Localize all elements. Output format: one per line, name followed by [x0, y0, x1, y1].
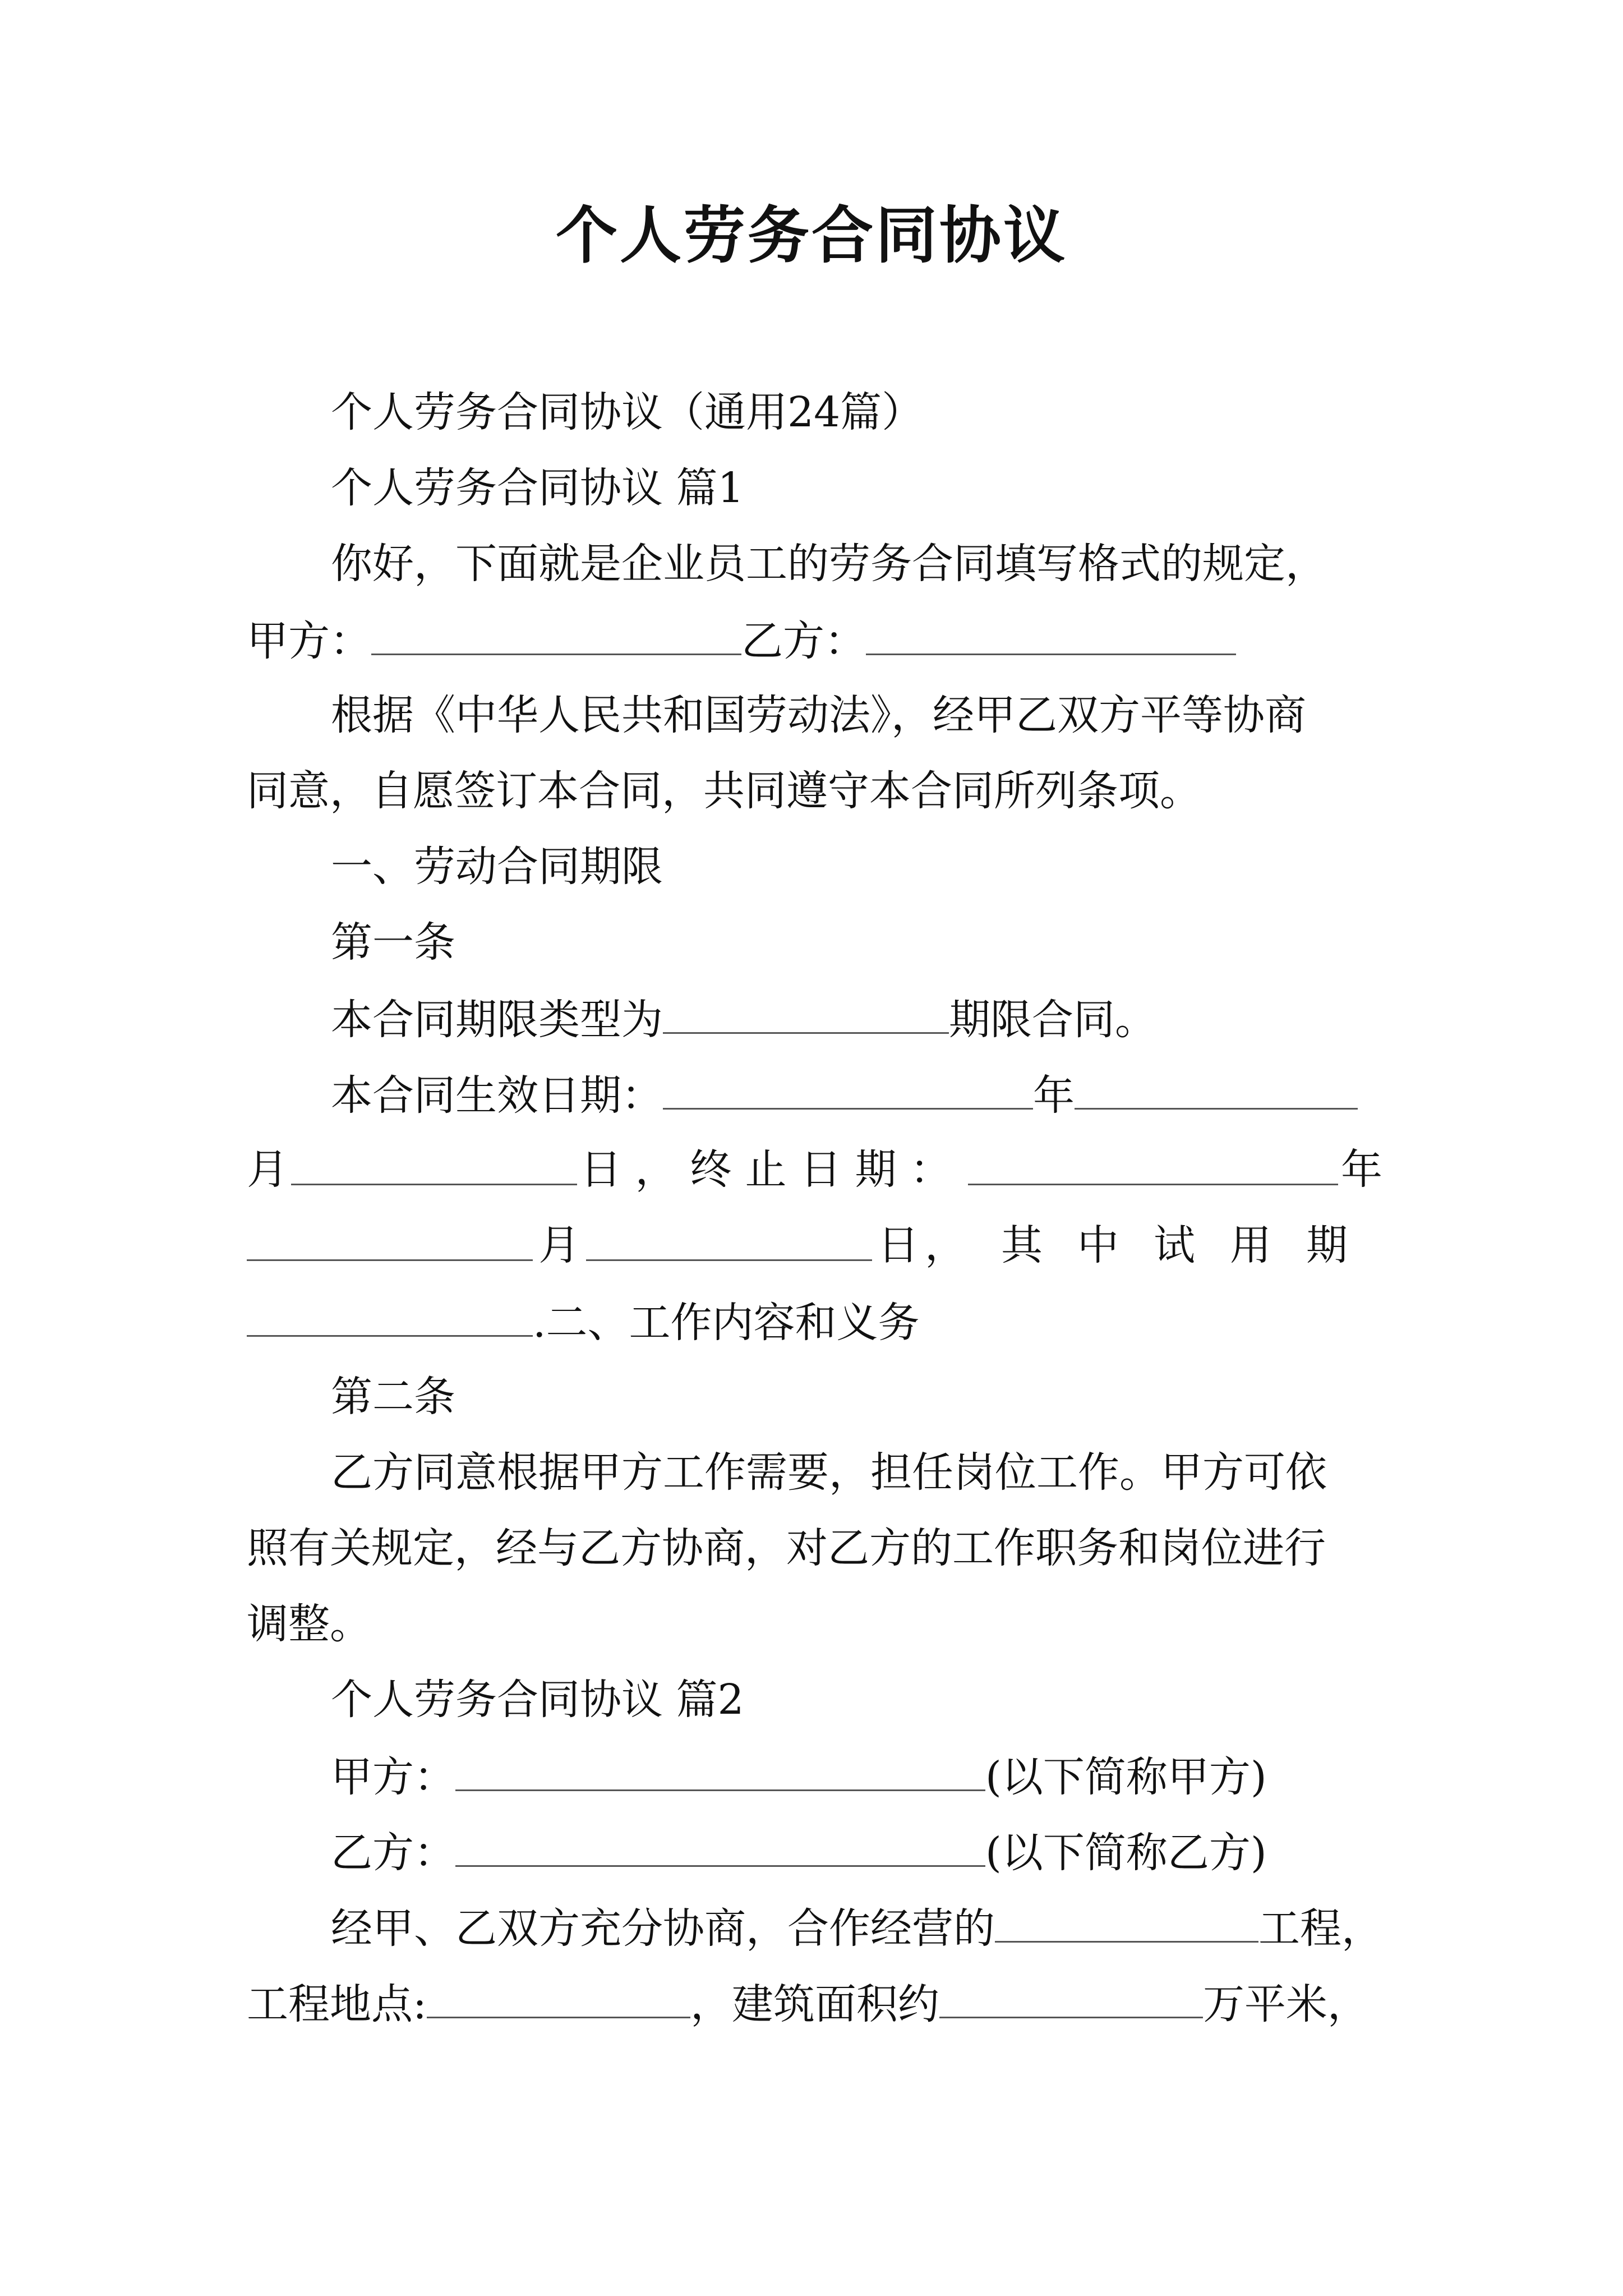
party-a-line: [331, 1745, 1267, 1806]
article-2-heading: 第二条: [331, 1373, 455, 1421]
end-date-label: 日，终止日期：: [580, 1145, 965, 1194]
party-b-blank[interactable]: [866, 609, 1236, 655]
party-b-name-blank[interactable]: [455, 1820, 985, 1867]
party-b-note: (以下简称乙方): [985, 1829, 1267, 1877]
party-a-label-2: 甲方：: [331, 1753, 455, 1801]
cooperation-suffix: 工程，: [1258, 1904, 1383, 1953]
month-label-2: 月: [538, 1221, 580, 1269]
party-a-note: (以下简称甲方): [985, 1753, 1267, 1801]
end-day-blank[interactable]: [586, 1214, 872, 1261]
probation-label: ，其中试用期: [925, 1221, 1382, 1269]
job-paragraph-line3: 调整。: [247, 1600, 371, 1648]
effective-month-blank[interactable]: [1075, 1063, 1358, 1110]
section-1-heading: 一、劳动合同期限: [331, 843, 663, 891]
party-a-label: 甲方：: [247, 617, 371, 665]
term-type-line: [331, 987, 1156, 1049]
area-unit: 万平米，: [1202, 1980, 1369, 2028]
article-1-heading: 第一条: [331, 918, 455, 967]
party-a-blank[interactable]: [371, 609, 741, 655]
day-label: 日: [877, 1221, 919, 1269]
law-paragraph-line1: 根据《中华人民共和国劳动法》，经甲乙双方平等协商: [331, 691, 1306, 739]
probation-blank[interactable]: [247, 1290, 533, 1337]
parties-line: [247, 609, 1236, 670]
greeting-paragraph: 你好，下面就是企业员工的劳务合同填写格式的规定，: [331, 540, 1327, 588]
term-type-suffix: 期限合同。: [949, 996, 1156, 1044]
term-type-blank[interactable]: [663, 987, 949, 1034]
part1-heading: 个人劳务合同协议 篇1: [331, 464, 744, 512]
year-label-2: 年: [1341, 1145, 1382, 1194]
project-name-blank[interactable]: [995, 1896, 1258, 1943]
month-label: 月: [247, 1145, 288, 1194]
party-b-line: [331, 1820, 1267, 1882]
cooperation-line: [331, 1896, 1383, 1958]
law-paragraph-line2: 同意，自愿签订本合同，共同遵守本合同所列条项。: [247, 767, 1201, 815]
year-label: 年: [1033, 1071, 1075, 1120]
area-label: ，建筑面积约: [690, 1980, 939, 2028]
effective-year-blank[interactable]: [663, 1063, 1033, 1110]
site-label: 工程地点:: [247, 1980, 427, 2028]
document-title: 个人劳务合同协议: [556, 199, 1067, 272]
intro-line: 个人劳务合同协议（通用24篇）: [331, 388, 924, 436]
cooperation-text: 经甲、乙双方充分协商，合作经营的: [331, 1904, 995, 1953]
term-type-label: 本合同期限类型为: [331, 996, 663, 1044]
section-2-heading: .二、工作内容和义务: [533, 1299, 920, 1347]
site-blank[interactable]: [427, 1972, 690, 2018]
job-paragraph-line1: 乙方同意根据甲方工作需要，担任岗位工作。甲方可依: [331, 1448, 1327, 1497]
party-b-label: 乙方：: [741, 617, 866, 665]
effective-day-blank[interactable]: [291, 1139, 577, 1185]
part2-heading: 个人劳务合同协议 篇2: [331, 1676, 744, 1724]
effective-date-label: 本合同生效日期：: [331, 1071, 663, 1120]
effective-date-line: [331, 1063, 1358, 1125]
end-month-blank[interactable]: [247, 1214, 533, 1261]
job-paragraph-line2: 照有关规定，经与乙方协商，对乙方的工作职务和岗位进行: [247, 1524, 1326, 1572]
end-year-blank[interactable]: [968, 1139, 1338, 1185]
party-b-label-2: 乙方：: [331, 1829, 455, 1877]
area-blank[interactable]: [939, 1972, 1203, 2018]
probation-line: [247, 1214, 1382, 1276]
end-date-line: [247, 1139, 1382, 1200]
party-a-name-blank[interactable]: [455, 1745, 985, 1791]
section-2-line: [247, 1290, 920, 1352]
site-area-line: [247, 1972, 1369, 2033]
